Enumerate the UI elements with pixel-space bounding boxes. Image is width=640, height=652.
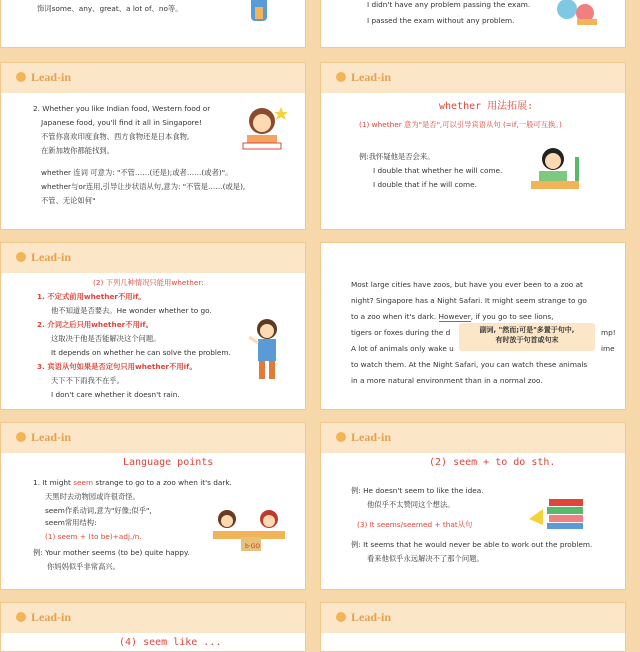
s4-line1: 例:我怀疑他是否会来。 bbox=[359, 152, 435, 161]
s8-line1: 例: He doesn't seem to like the idea. bbox=[351, 486, 484, 495]
slide-8[interactable] bbox=[320, 422, 626, 590]
leadin-label: Lead-in bbox=[31, 70, 72, 84]
leadin-label: Lead-in bbox=[31, 250, 72, 264]
slide-2-line2: I passed the exam without any problem. bbox=[367, 16, 515, 25]
bullet-dot-icon bbox=[336, 432, 346, 442]
s5-rule1: 1. 不定式前用whether不用if。 bbox=[37, 292, 146, 301]
s8-line5: 看来他似乎永远解决不了那个问题。 bbox=[367, 554, 484, 563]
books-stack-icon bbox=[527, 495, 587, 531]
kids-illustration-icon bbox=[551, 0, 601, 29]
s8-line2: 他似乎不太赞同这个想法。 bbox=[367, 500, 455, 509]
s3-line2: Japanese food, you'll find it all in Singapore! bbox=[41, 118, 202, 127]
bullet-dot-icon bbox=[336, 72, 346, 82]
leadin-label: Lead-in bbox=[351, 430, 392, 444]
slide-1-text: 饰词some、any、great、a lot of、no等。 bbox=[37, 4, 183, 13]
s5-rule3-cn: 天下不下雨我不在乎。 bbox=[51, 376, 124, 385]
s4-line3: I double that if he will come. bbox=[373, 180, 477, 189]
bullet-dot-icon bbox=[16, 612, 26, 622]
s7-line2: 天黑时去动物园或许很奇怪。 bbox=[45, 492, 140, 501]
s6-line6: to watch them. At the Night Safari, you can watch these animals bbox=[351, 360, 588, 369]
s6-line7: in a more natural environment than in a normal zoo. bbox=[351, 376, 543, 385]
leadin-label: Lead-in bbox=[31, 610, 72, 624]
s7-line3: seem作系动词,意为"好像;似乎", bbox=[45, 506, 152, 515]
leadin-label: Lead-in bbox=[351, 610, 392, 624]
s6-line4: tigers or foxes during the d bbox=[351, 328, 451, 337]
girl-at-desk-icon bbox=[527, 143, 591, 193]
slide-3-header bbox=[1, 63, 305, 93]
slide-1[interactable] bbox=[0, 0, 306, 48]
kids-reading-icon bbox=[207, 507, 291, 555]
slide-7[interactable] bbox=[0, 422, 306, 590]
s3-line5: whether 连词 可意为: "不管……(还是);或者……(或者)"。 bbox=[41, 168, 233, 177]
boy-waving-icon bbox=[247, 315, 287, 387]
s6-line1: Most large cities have zoos, but have you ever been to a zoo at bbox=[351, 280, 583, 289]
s5-rule3: 3. 宾语从句如果是否定句只用whether不用if。 bbox=[37, 362, 197, 371]
leadin-label: Lead-in bbox=[31, 430, 72, 444]
slide-10[interactable] bbox=[320, 602, 626, 652]
s5-rule3-en: I don't care whether it doesn't rain. bbox=[51, 390, 180, 399]
slide-2[interactable] bbox=[320, 0, 626, 48]
slide-9[interactable] bbox=[0, 602, 306, 652]
slide-8-header bbox=[321, 423, 625, 453]
s5-rule1-example: 他不知道是否要去。He wonder whether to go. bbox=[51, 306, 212, 315]
s3-line7: 不管、无论如何" bbox=[41, 196, 96, 205]
bubble-line1: 副词, "然而;可是"多置于句中, bbox=[479, 326, 575, 334]
slide-4-subtitle: (1) whether 意为"是否",可以引导宾语从句 (=if,一般可互换。) bbox=[359, 120, 562, 129]
slide-2-line1: I didn't have any problem passing the exam. bbox=[367, 0, 531, 9]
s7-line1-end: strange to go to a zoo when it's dark. bbox=[93, 478, 232, 487]
s7-line1 bbox=[33, 477, 232, 488]
bullet-dot-icon bbox=[16, 252, 26, 262]
slide-5-header bbox=[1, 243, 305, 273]
s8-line3: (3) It seems/seemed + that从句 bbox=[357, 520, 473, 529]
s5-rule2-cn: 这取决于他是否能解决这个问题。 bbox=[51, 334, 161, 343]
slide-9-header bbox=[1, 603, 305, 633]
s3-line1: 2. Whether you like Indian food, Western food or bbox=[33, 104, 211, 113]
s7-line1-start: 1. It might bbox=[33, 478, 74, 487]
s7-line4: seem常用结构: bbox=[45, 518, 97, 527]
s3-line4: 在新加坡你都能找到。 bbox=[41, 146, 114, 155]
however-note-bubble bbox=[459, 323, 595, 351]
s7-line7: 你妈妈似乎非常高兴。 bbox=[47, 562, 120, 571]
slide-9-title: (4) seem like ... bbox=[119, 637, 222, 648]
slide-4-title: whether 用法拓展: bbox=[439, 101, 534, 112]
s6-line2: night? Singapore has a Night Safari. It might seem strange to go bbox=[351, 296, 587, 305]
seem-keyword: seem bbox=[73, 478, 94, 487]
s6-line3-start: to a zoo when it's dark. bbox=[351, 312, 439, 321]
s8-line4: 例: It seems that he would never be able to work out the problem. bbox=[351, 540, 593, 549]
s6-line5-end: ime bbox=[601, 344, 615, 353]
s7-line6: 例: Your mother seems (to be) quite happy. bbox=[33, 548, 190, 557]
s6-line3-end: , if you go to see lions, bbox=[470, 312, 554, 321]
s5-rule2-en: It depends on whether he can solve the problem. bbox=[51, 348, 231, 357]
s6-line4-end: mp! bbox=[601, 328, 616, 337]
s4-line2: I double that whether he will come. bbox=[373, 166, 503, 175]
slide-3[interactable] bbox=[0, 62, 306, 230]
slide-8-title: (2) seem + to do sth. bbox=[429, 457, 556, 468]
student-illustration-icon bbox=[245, 0, 273, 23]
s7-line5: (1) seem + (to be)+adj./n. bbox=[45, 532, 142, 541]
slide-4[interactable] bbox=[320, 62, 626, 230]
however-highlight: However bbox=[438, 312, 471, 321]
s5-heading: (2) 下列几种情况只能用whether: bbox=[93, 278, 204, 287]
bullet-dot-icon bbox=[16, 432, 26, 442]
slide-10-header bbox=[321, 603, 625, 633]
sign-text: b·GO bbox=[245, 543, 261, 550]
slide-4-header bbox=[321, 63, 625, 93]
s6-line3 bbox=[351, 311, 553, 322]
bullet-dot-icon bbox=[16, 72, 26, 82]
s5-rule2: 2. 介词之后只用whether不用if。 bbox=[37, 320, 153, 329]
leadin-label: Lead-in bbox=[351, 70, 392, 84]
slide-6[interactable] bbox=[320, 242, 626, 410]
s6-line5: A lot of animals only wake u bbox=[351, 344, 454, 353]
girl-reading-icon bbox=[237, 103, 287, 153]
slide-5[interactable] bbox=[0, 242, 306, 410]
s3-line3: 不管你喜欢印度食物、西方食物还是日本食物, bbox=[41, 132, 190, 141]
slide-7-title: Language points bbox=[123, 457, 214, 468]
bullet-dot-icon bbox=[336, 612, 346, 622]
bubble-line2: 有时放于句首或句末 bbox=[495, 336, 559, 344]
s3-line6: whether与or连用,引导让步状语从句,意为: "不管是……(或是), bbox=[41, 182, 246, 191]
slide-7-header bbox=[1, 423, 305, 453]
